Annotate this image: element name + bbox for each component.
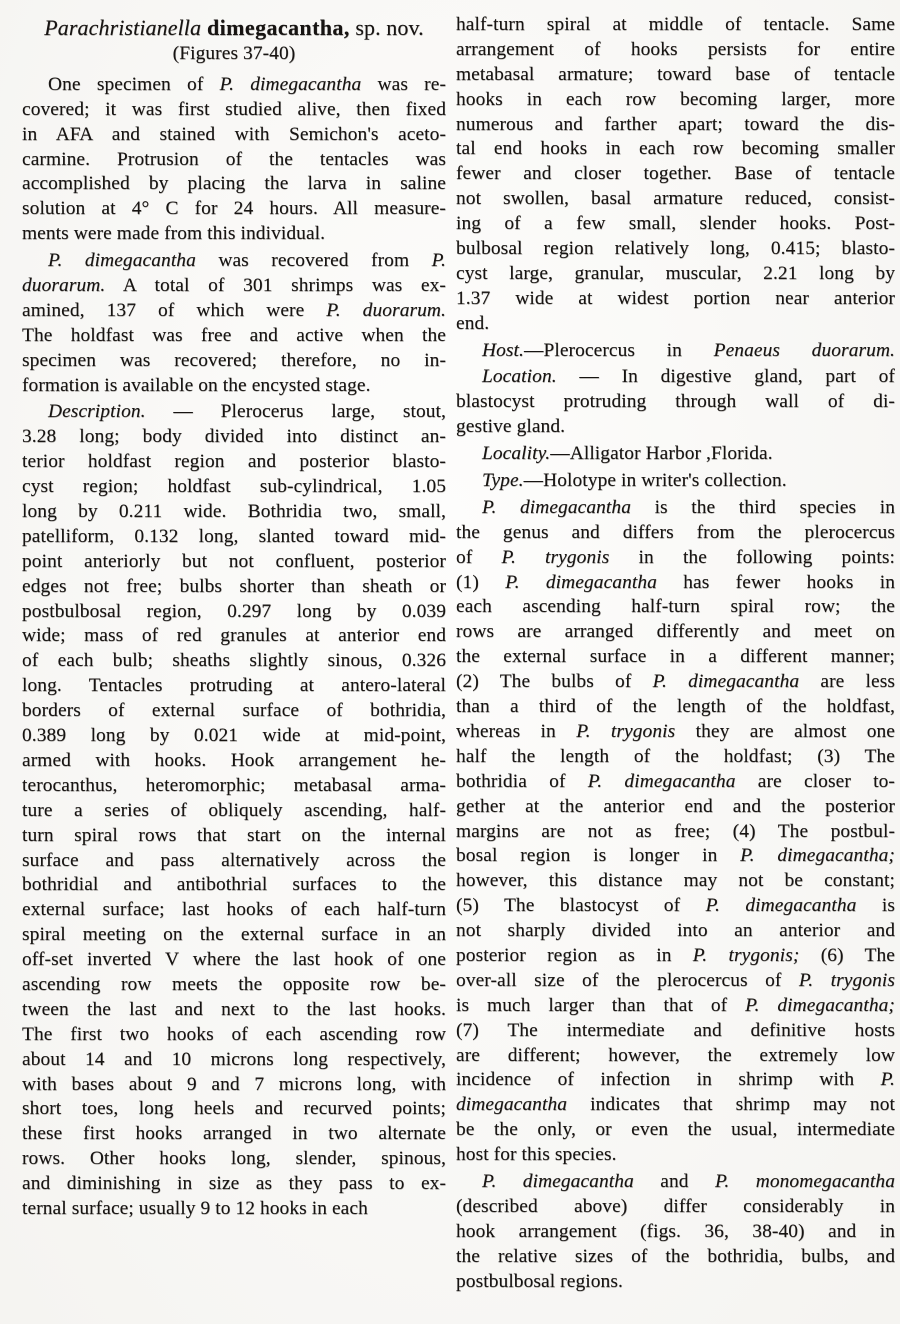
- text-segment: gestive gland.: [456, 416, 566, 438]
- text-segment: specimen was recovered; therefore, no in-: [22, 349, 446, 371]
- text-segment: are closer to-: [735, 770, 895, 792]
- text-segment: in the following points:: [609, 546, 895, 568]
- text-segment: fewer and closer together. Base of tentacle: [456, 163, 895, 185]
- text-segment: P.: [431, 250, 446, 272]
- text-line: [22, 1073, 446, 1098]
- text-line: [456, 162, 895, 187]
- text-segment: tween the last and next to the last hooks.: [22, 998, 446, 1020]
- text-line: [456, 365, 895, 390]
- text-segment: P.: [880, 1069, 895, 1091]
- text-segment: bothridial and antibothrial surfaces to the: [22, 874, 446, 896]
- text-line: [456, 770, 895, 795]
- text-line: [22, 600, 446, 625]
- text-segment: are less: [799, 671, 895, 693]
- text-line: [22, 475, 446, 500]
- text-segment: indicates that shrimp may not: [567, 1094, 895, 1116]
- text-line: [22, 1048, 446, 1073]
- text-segment: —Alligator Harbor ,Florida.: [550, 443, 773, 465]
- text-segment: P. dimegacantha: [219, 73, 362, 95]
- text-line: [456, 969, 895, 994]
- text-segment: borders of external surface of bothridia,: [22, 700, 446, 722]
- text-line: [456, 820, 895, 845]
- text-segment: the genus and differs from the plerocercus: [456, 521, 895, 543]
- text-line: [456, 546, 895, 571]
- text-line: [22, 1122, 446, 1147]
- text-segment: ture a series of obliquely ascending, half-: [22, 799, 446, 821]
- text-line: [456, 1270, 895, 1295]
- text-line: [22, 699, 446, 724]
- text-segment: 1.37 wide at widest portion near anterior: [456, 287, 895, 309]
- text-segment: Description.: [48, 401, 146, 423]
- text-segment: host for this species.: [456, 1144, 617, 1166]
- text-line: [456, 521, 895, 546]
- text-segment: — In digestive gland, part of: [556, 366, 895, 388]
- text-segment: incidence of infection in shrimp with: [456, 1069, 881, 1091]
- text-segment: off-set inverted V where the last hook of one: [22, 949, 446, 971]
- text-line: [456, 13, 895, 38]
- text-line: [22, 98, 446, 123]
- text-segment: ments were made from this individual.: [22, 223, 326, 245]
- text-segment: patelliform, 0.132 long, slanted toward mid-: [22, 525, 446, 547]
- text-segment: margins are not as free; (4) The postbul-: [456, 820, 895, 842]
- text-segment: P. monomegacantha: [714, 1170, 895, 1192]
- text-line: [456, 1245, 895, 1270]
- text-line: [456, 113, 895, 138]
- text-segment: (described above) differ considerably in: [456, 1195, 895, 1217]
- text-segment: with bases about 9 and 7 microns long, with: [22, 1073, 446, 1095]
- text-segment: P. dimegacantha: [482, 496, 632, 518]
- text-segment: long. Tentacles protruding at antero-lateral: [22, 675, 446, 697]
- left-column: [22, 13, 446, 1222]
- text-segment: formation is available on the encysted stage.: [22, 374, 371, 396]
- text-segment: ascending row meets the opposite row be-: [22, 973, 446, 995]
- text-segment: P. dimegacantha;: [745, 994, 895, 1016]
- text-segment: P. trygonis: [576, 720, 676, 742]
- text-segment: short toes, long heels and recurved points;: [22, 1098, 446, 1120]
- text-line: [456, 595, 895, 620]
- text-line: [456, 645, 895, 670]
- text-line: [456, 390, 895, 415]
- text-line: [22, 749, 446, 774]
- text-line: [456, 442, 895, 467]
- text-line: [456, 1118, 895, 1143]
- text-segment: P. dimegacantha: [652, 671, 800, 693]
- text-segment: P. duorarum.: [326, 299, 446, 321]
- text-segment: P. dimegacantha: [505, 571, 657, 593]
- text-segment: the external surface in a different manner;: [456, 646, 895, 668]
- text-line: [22, 73, 446, 98]
- text-line: [22, 898, 446, 923]
- text-line: [456, 1143, 895, 1168]
- text-segment: external surface; last hooks of each half-turn: [22, 899, 446, 921]
- text-segment: metabasal armature; toward base of tentacle: [456, 63, 895, 85]
- text-segment: (7) The intermediate and definitive hosts: [456, 1019, 895, 1041]
- text-segment: P. trygonis: [501, 546, 610, 568]
- text-line: [22, 197, 446, 222]
- text-segment: hook arrangement (figs. 36, 38-40) and in: [456, 1220, 895, 1242]
- text-line: [22, 324, 446, 349]
- text-segment: of: [456, 546, 502, 568]
- text-line: [22, 674, 446, 699]
- text-segment: be the only, or even the usual, intermediate: [456, 1119, 895, 1141]
- text-segment: dimegacantha,: [201, 15, 350, 40]
- text-segment: P. trygonis: [798, 969, 895, 991]
- text-line: [456, 670, 895, 695]
- text-line: [456, 339, 895, 364]
- text-line: [22, 172, 446, 197]
- text-segment: Host.: [482, 339, 524, 361]
- text-segment: covered; it was first studied alive, then fixed: [22, 98, 446, 120]
- text-line: [22, 624, 446, 649]
- text-segment: edges not free; bulbs shorter than sheath or: [22, 575, 446, 597]
- text-segment: half-turn spiral at middle of tentacle. Same: [456, 14, 895, 35]
- text-line: [22, 550, 446, 575]
- text-segment: point anteriorly but not confluent, posterior: [22, 550, 446, 572]
- text-line: [456, 795, 895, 820]
- text-segment: (2) The bulbs of: [456, 671, 653, 693]
- text-line: [22, 849, 446, 874]
- text-segment: (6) The: [799, 944, 895, 966]
- text-segment: bosal region is longer in: [456, 845, 741, 867]
- text-line: [456, 187, 895, 212]
- text-segment: Type.: [482, 470, 524, 492]
- text-segment: end.: [456, 312, 490, 334]
- text-segment: P. dimegacantha;: [740, 845, 895, 867]
- text-segment: of each bulb; sheaths slightly sinous, 0.326: [22, 650, 446, 672]
- text-segment: than a third of the length of the holdfast,: [456, 696, 895, 718]
- text-line: [22, 948, 446, 973]
- text-line: [22, 299, 446, 324]
- text-segment: cyst region; holdfast sub-cylindrical, 1.05: [22, 476, 446, 498]
- text-segment: bulbosal region relatively long, 0.415; blasto-: [456, 238, 895, 260]
- text-segment: P. dimegacantha: [705, 895, 857, 917]
- text-line: [22, 450, 446, 475]
- text-line: [22, 525, 446, 550]
- text-segment: (Figures 37-40): [172, 43, 296, 64]
- text-line: [22, 400, 446, 425]
- text-line: [22, 222, 446, 247]
- text-segment: was recovered from: [195, 250, 432, 272]
- text-line: [456, 38, 895, 63]
- text-segment: Penaeus duorarum.: [713, 339, 895, 361]
- figures-reference: [22, 42, 446, 67]
- text-line: [22, 123, 446, 148]
- text-segment: amined, 137 of which were: [22, 299, 327, 321]
- text-segment: are different; however, the extremely low: [456, 1044, 895, 1066]
- text-segment: P. dimegacantha: [587, 770, 736, 792]
- text-line: [22, 1097, 446, 1122]
- text-line: [22, 973, 446, 998]
- text-segment: accomplished by placing the larva in saline: [22, 173, 446, 195]
- text-segment: gether at the anterior end and the posterior: [456, 795, 895, 817]
- text-line: [456, 944, 895, 969]
- text-segment: One specimen of: [48, 73, 220, 95]
- text-line: [22, 774, 446, 799]
- text-line: [456, 496, 895, 521]
- text-line: [22, 249, 446, 274]
- text-segment: whereas in: [456, 720, 577, 742]
- text-line: [456, 994, 895, 1019]
- text-segment: over-all size of the plerocercus of: [456, 969, 799, 991]
- text-segment: Locality.: [482, 443, 551, 465]
- text-segment: P. dimegacantha: [48, 250, 196, 272]
- text-segment: has fewer hooks in: [656, 571, 895, 593]
- text-segment: is the third species in: [631, 496, 895, 518]
- text-segment: numerous and farther apart; toward the dis-: [456, 113, 895, 135]
- right-column: [456, 13, 895, 1294]
- text-line: [456, 1195, 895, 1220]
- text-line: [456, 571, 895, 596]
- text-line: [456, 869, 895, 894]
- text-segment: solution at 4° C for 24 hours. All measure-: [22, 198, 446, 220]
- text-segment: not sharply divided into an anterior and: [456, 920, 895, 942]
- text-line: [456, 919, 895, 944]
- text-segment: arrangement of hooks persists for entire: [456, 38, 895, 60]
- text-line: [456, 415, 895, 440]
- text-segment: turn spiral rows that start on the internal: [22, 824, 446, 846]
- text-line: [456, 695, 895, 720]
- text-segment: long by 0.211 wide. Bothridia two, small,: [22, 501, 446, 523]
- text-segment: surface and pass alternatively across the: [22, 849, 446, 871]
- text-segment: spiral meeting on the external surface in an: [22, 924, 446, 946]
- text-line: [22, 374, 446, 399]
- text-line: [22, 148, 446, 173]
- text-segment: and: [633, 1170, 715, 1192]
- text-line: [456, 720, 895, 745]
- text-line: [22, 998, 446, 1023]
- text-segment: armed with hooks. Hook arrangement he-: [22, 749, 446, 771]
- text-segment: postbulbosal regions.: [456, 1270, 623, 1292]
- text-segment: is: [856, 895, 895, 917]
- text-line: [456, 212, 895, 237]
- text-segment: the relative sizes of the bothridia, bulbs, and: [456, 1245, 895, 1267]
- text-line: [456, 88, 895, 113]
- text-segment: about 14 and 10 microns long respectively,: [22, 1048, 446, 1070]
- text-segment: P. trygonis;: [692, 944, 800, 966]
- text-segment: these first hooks arranged in two alternate: [22, 1123, 446, 1145]
- text-segment: carmine. Protrusion of the tentacles was: [22, 148, 446, 170]
- text-segment: Location.: [482, 366, 557, 388]
- text-line: [22, 1023, 446, 1048]
- text-line: [22, 1147, 446, 1172]
- text-line: [456, 745, 895, 770]
- text-line: [22, 873, 446, 898]
- text-segment: bothridia of: [456, 770, 588, 792]
- text-line: [22, 649, 446, 674]
- text-line: [456, 312, 895, 337]
- text-segment: sp. nov.: [349, 15, 424, 40]
- text-segment: —Holotype in writer's collection.: [523, 470, 787, 492]
- text-segment: ing of a few small, slender hooks. Post-: [456, 213, 895, 235]
- text-segment: each ascending half-turn spiral row; the: [456, 596, 895, 618]
- text-segment: P. dimegacantha: [482, 1170, 634, 1192]
- text-line: [22, 923, 446, 948]
- text-line: [22, 349, 446, 374]
- text-segment: blastocyst protruding through wall of di-: [456, 391, 895, 413]
- text-line: [456, 1044, 895, 1069]
- text-segment: Parachristianella: [44, 15, 202, 40]
- text-segment: A total of 301 shrimps was ex-: [105, 275, 446, 297]
- text-line: [456, 1068, 895, 1093]
- text-line: [456, 1019, 895, 1044]
- text-line: [22, 575, 446, 600]
- text-segment: 3.28 long; body divided into distinct an-: [22, 426, 446, 448]
- text-line: [22, 500, 446, 525]
- text-segment: rows are arranged differently and meet on: [456, 621, 895, 643]
- text-segment: wide; mass of red granules at anterior end: [22, 625, 446, 647]
- text-line: [456, 262, 895, 287]
- text-segment: tal end hooks in each row becoming smaller: [456, 138, 895, 160]
- text-segment: in AFA and stained with Semichon's aceto-: [22, 123, 446, 145]
- text-segment: terior holdfast region and posterior blasto-: [22, 451, 446, 473]
- text-segment: dimegacantha: [456, 1094, 568, 1116]
- article-heading: [22, 13, 446, 42]
- text-segment: and diminishing in size as they pass to ex-: [22, 1173, 446, 1195]
- text-segment: not swollen, basal armature reduced, consist-: [456, 188, 895, 210]
- text-line: [456, 894, 895, 919]
- text-segment: hooks in each row becoming larger, more: [456, 88, 895, 110]
- text-line: [22, 799, 446, 824]
- text-line: [22, 1197, 446, 1222]
- text-segment: however, this distance may not be constant;: [456, 870, 895, 892]
- text-line: [456, 1220, 895, 1245]
- text-line: [22, 1172, 446, 1197]
- text-line: [456, 469, 895, 494]
- text-segment: is much larger than that of: [456, 994, 746, 1016]
- text-segment: (5) The blastocyst of: [456, 895, 706, 917]
- text-segment: 0.389 long by 0.021 wide at mid-point,: [22, 725, 446, 747]
- text-line: [456, 1170, 895, 1195]
- text-segment: ternal surface; usually 9 to 12 hooks in each: [22, 1197, 368, 1219]
- text-segment: half the length of the holdfast; (3) The: [456, 745, 895, 767]
- text-line: [456, 237, 895, 262]
- text-segment: —Plerocercus in: [523, 339, 714, 361]
- text-segment: terocanthus, heteromorphic; metabasal arma-: [22, 774, 446, 796]
- text-line: [456, 1093, 895, 1118]
- text-line: [22, 824, 446, 849]
- text-segment: postbulbosal region, 0.297 long by 0.039: [22, 600, 446, 622]
- text-line: [456, 287, 895, 312]
- text-segment: — Plerocerus large, stout,: [145, 401, 446, 423]
- text-line: [456, 63, 895, 88]
- text-segment: duorarum.: [22, 275, 106, 297]
- text-segment: posterior region as in: [456, 944, 693, 966]
- text-line: [456, 137, 895, 162]
- text-segment: The holdfast was free and active when the: [22, 324, 446, 346]
- text-line: [22, 274, 446, 299]
- text-line: [22, 724, 446, 749]
- text-line: [456, 620, 895, 645]
- text-segment: (1): [456, 571, 506, 593]
- text-line: [22, 425, 446, 450]
- text-line: [456, 844, 895, 869]
- text-segment: rows. Other hooks long, slender, spinous,: [22, 1148, 446, 1170]
- text-segment: The first two hooks of each ascending row: [22, 1023, 446, 1045]
- text-segment: cyst large, granular, muscular, 2.21 long by: [456, 262, 895, 284]
- text-segment: they are almost one: [675, 720, 895, 742]
- text-segment: was re-: [361, 73, 446, 95]
